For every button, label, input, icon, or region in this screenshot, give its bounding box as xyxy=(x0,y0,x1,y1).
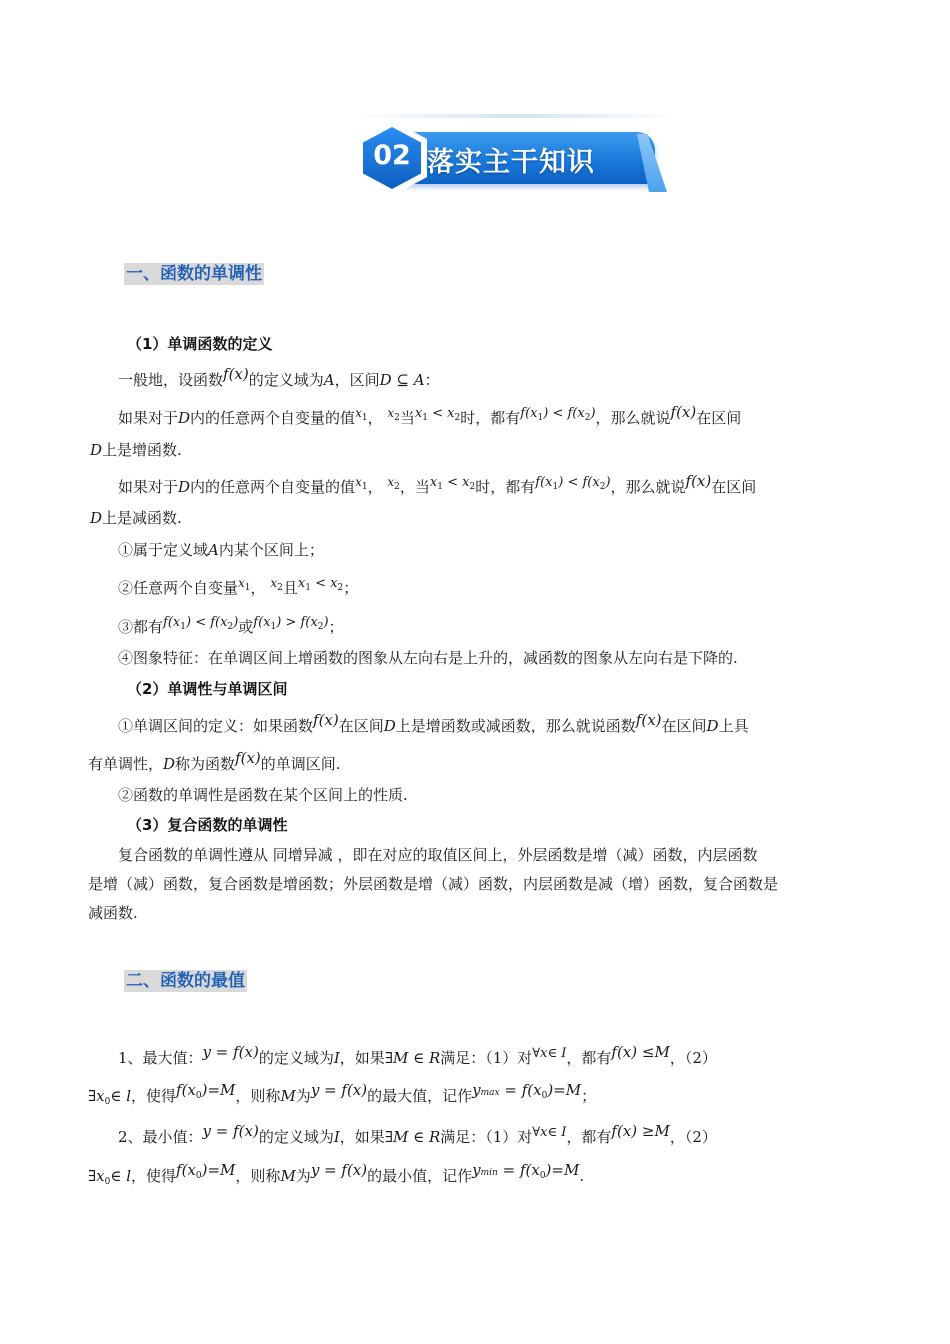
banner-number: 02 xyxy=(373,140,411,171)
paragraph-interval-property: ②函数的单调性是函数在某个区间上的性质. xyxy=(118,786,408,804)
paragraph-interval-def-cont: 有单调性，D称为函数f(x)的单调区间. xyxy=(88,749,341,773)
paragraph-max: 1、最大值：y = f(x)的定义域为I，如果∃M ∈ R满足：（1）对∀x∈ I，都有f(x) ≤M，（2） xyxy=(118,1043,717,1067)
point-3: ③都有$f(x_1) < f(x_2)$或$f(x_1) > f(x_2)$； xyxy=(118,615,344,636)
section-banner xyxy=(355,118,665,196)
paragraph-composite-1: 复合函数的单调性遵从 同增异减 ，即在对应的取值区间上，外层函数是增（减）函数，内层函数 xyxy=(118,846,758,864)
point-1: ①属于定义域A内某个区间上； xyxy=(118,541,324,559)
banner-shadow xyxy=(355,114,680,118)
banner-title: 落实主干知识 xyxy=(427,147,595,178)
paragraph-composite-2: 是增（减）函数，复合函数是增函数；外层函数是增（减）函数，内层函数是减（增）函数，复合函数是 xyxy=(88,875,779,893)
paragraph-max-cont: $\exists x_0\in$ l，使得$f(x_0)=M$，则称M为y = f(x)的最大值，记作$ymax = f(x_0)=M$； xyxy=(88,1081,597,1107)
paragraph-min-cont: $\exists x_0\in$ l，使得$f(x_0)=M$，则称M为y = f(x)的最小值，记作$ymin = f(x_0)=M$. xyxy=(88,1161,585,1187)
paragraph-interval-def: ①单调区间的定义：如果函数f(x)在区间D上是增函数或减函数，那么就说函数f(x)在区间D上具 xyxy=(118,711,749,735)
point-4: ④图象特征：在单调区间上增函数的图象从左向右是上升的，减函数的图象从左向右是下降的. xyxy=(118,649,738,667)
section-heading-monotonic: 一、函数的单调性 xyxy=(126,264,262,284)
paragraph-decreasing: 如果对于D内的任意两个自变量的值$^{x_1}$， $^{x_2}$，当$x_1 < x_2$时，都有$f(x_1) < f(x_2)$，那么就说f(x)在区间 xyxy=(118,472,757,496)
subheading-interval: （2）单调性与单调区间 xyxy=(127,680,288,698)
paragraph-composite-3: 减函数. xyxy=(88,904,138,922)
paragraph-decreasing-cont: D上是减函数. xyxy=(90,509,182,527)
paragraph-intro: 一般地，设函数f(x)的定义域为A，区间D ⊆ A： xyxy=(118,365,440,389)
paragraph-increasing: 如果对于D内的任意两个自变量的值$^{x_1}$， $^{x_2}$当$x_1 < x_2$时，都有$f(x_1) < f(x_2)$，那么就说f(x)在区间 xyxy=(118,403,742,427)
subheading-composite: （3）复合函数的单调性 xyxy=(127,816,288,834)
point-2: ②任意两个自变量$^{x_1}$， $^{x_2}$且$x_1 < x_2$； xyxy=(118,576,359,597)
paragraph-increasing-cont: D上是增函数. xyxy=(90,441,182,459)
section-heading-extreme: 二、函数的最值 xyxy=(126,971,245,991)
subheading-definition: （1）单调函数的定义 xyxy=(127,335,273,353)
paragraph-min: 2、最小值：y = f(x)的定义域为I，如果∃M ∈ R满足：（1）对∀x∈ I，都有f(x) ≥M，（2） xyxy=(118,1122,717,1146)
